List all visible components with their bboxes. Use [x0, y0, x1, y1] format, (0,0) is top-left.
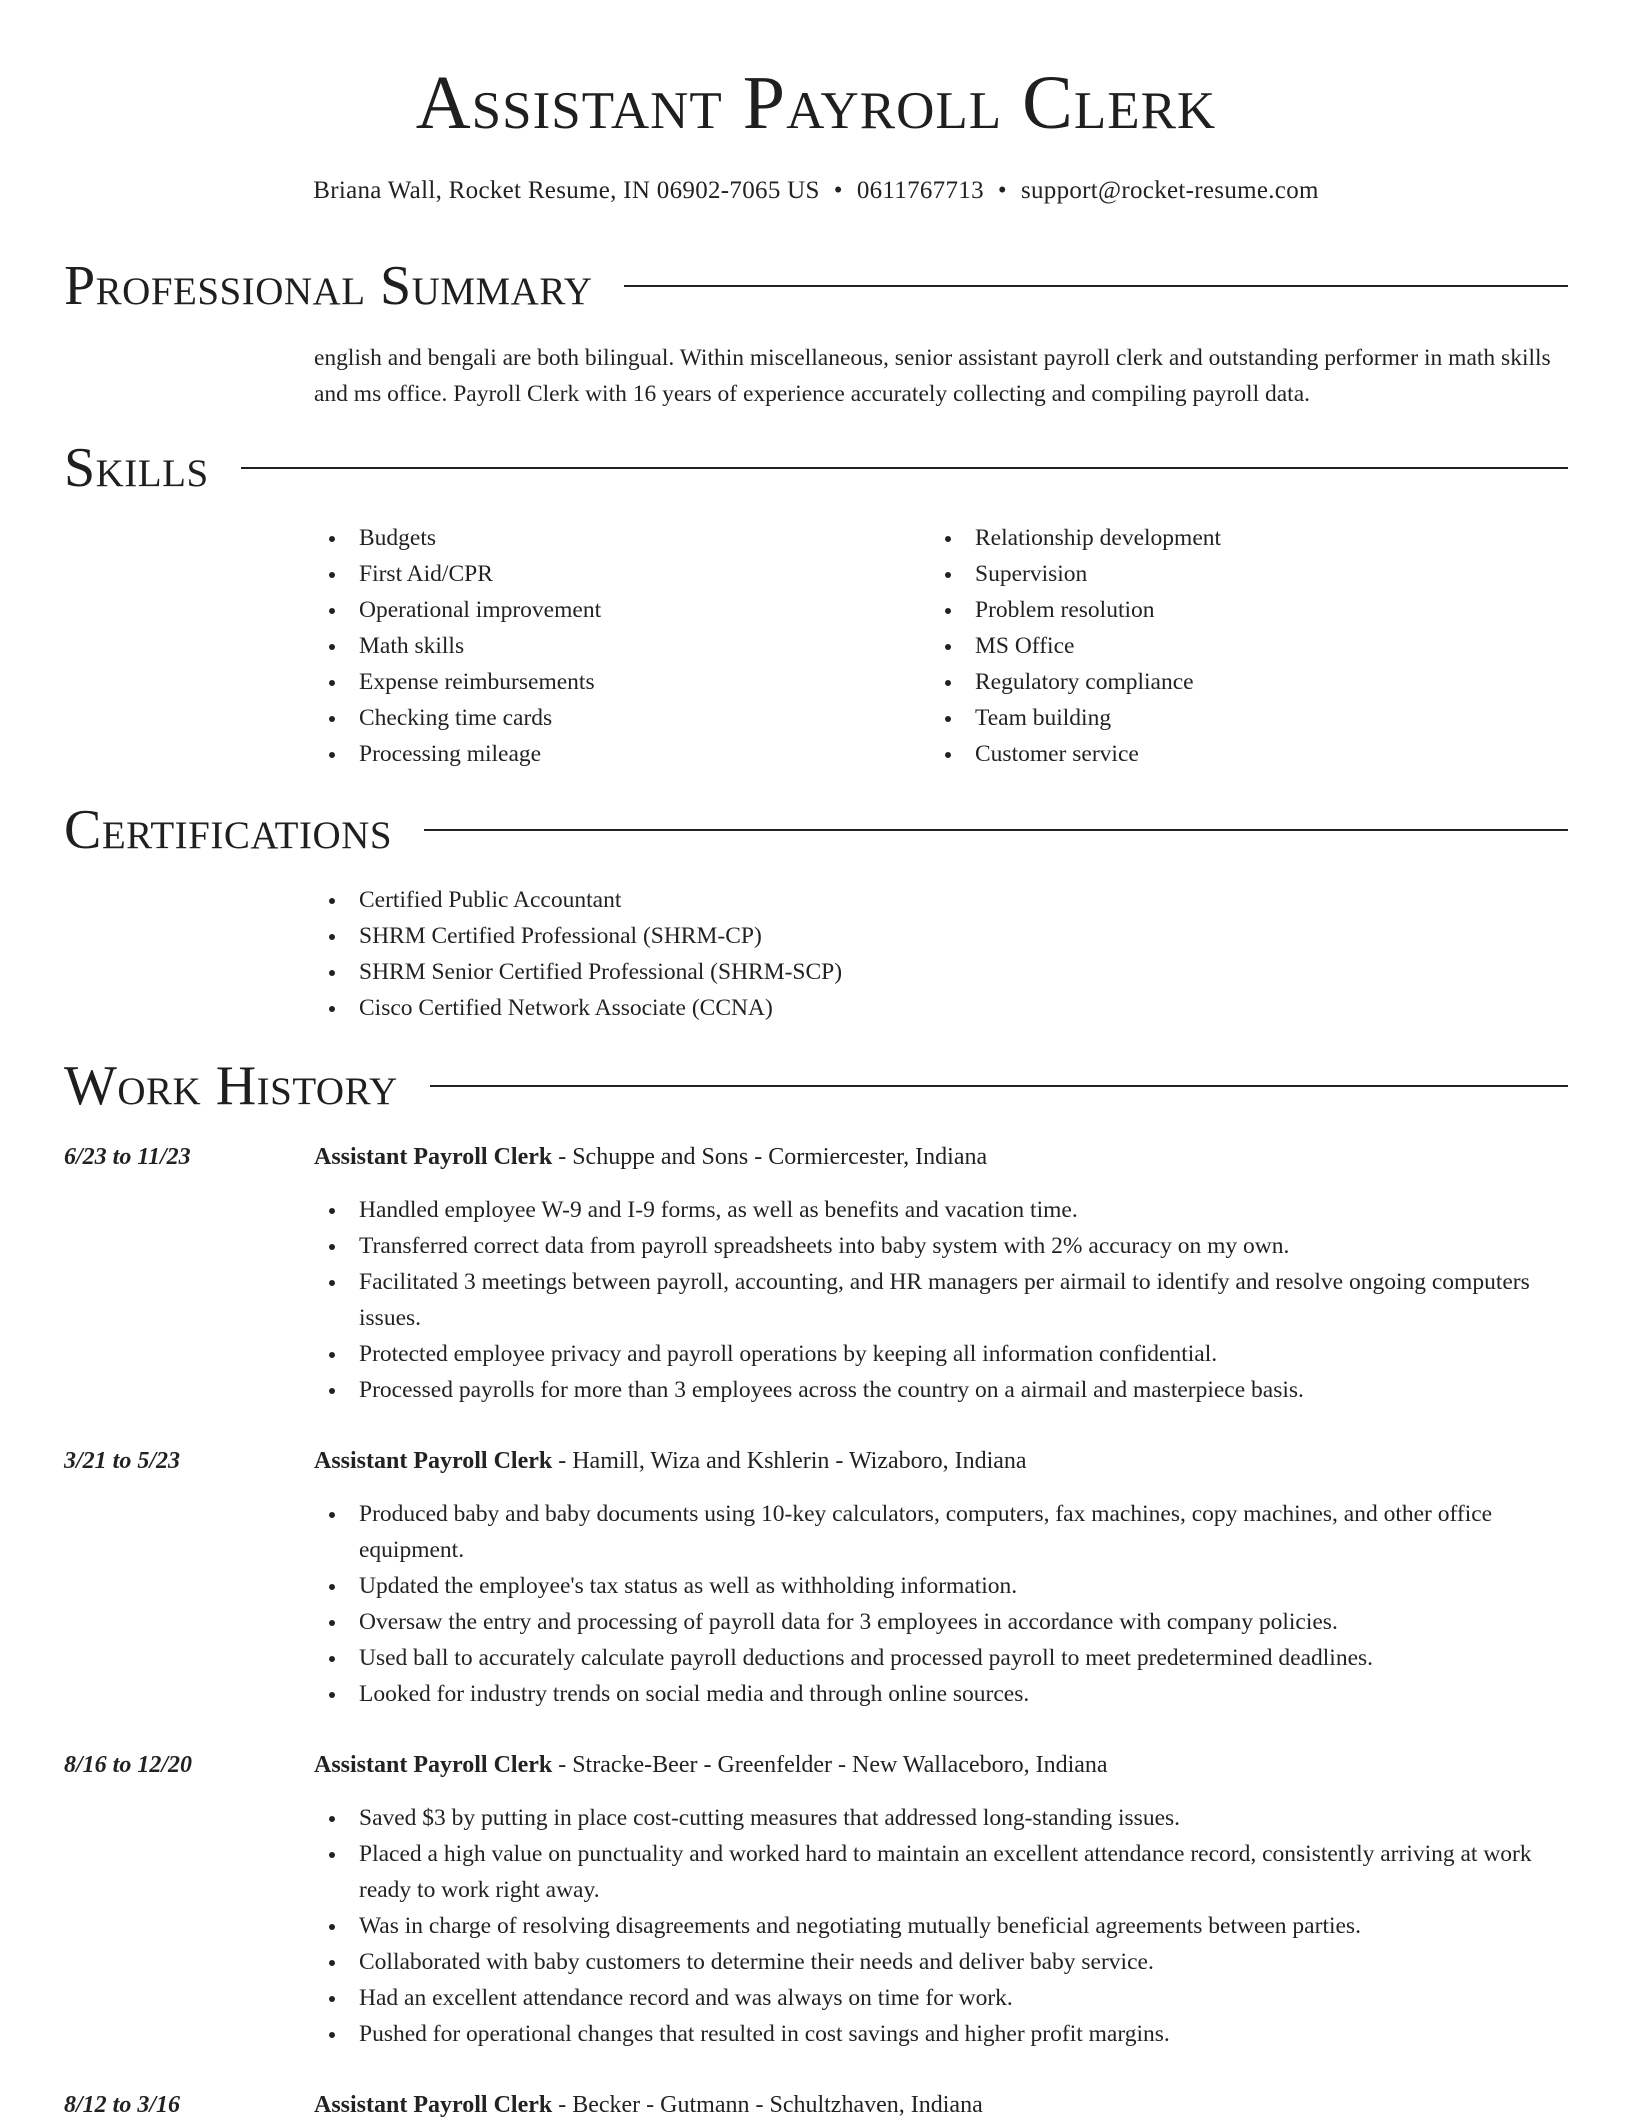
contact-separator: • — [997, 177, 1007, 204]
section-divider — [430, 1085, 1568, 1087]
list-item: Math skills — [314, 628, 914, 664]
section-divider — [624, 285, 1568, 287]
job-bullets — [314, 1192, 1568, 1408]
list-item: Team building — [930, 700, 1530, 736]
list-item: Certified Public Accountant — [314, 882, 1564, 918]
list-item: Regulatory compliance — [930, 664, 1530, 700]
list-item: Looked for industry trends on social media and through online sources. — [314, 1676, 1568, 1712]
list-item: Customer service — [930, 736, 1530, 772]
job-bullets — [314, 1496, 1568, 1712]
list-item: MS Office — [930, 628, 1530, 664]
section-divider — [241, 467, 1568, 469]
list-item: Saved $3 by putting in place cost-cutting measures that addressed long-standing issues. — [314, 1800, 1568, 1836]
list-item: SHRM Certified Professional (SHRM-CP) — [314, 918, 1564, 954]
list-item: Supervision — [930, 556, 1530, 592]
job-title: Assistant Payroll Clerk — [314, 1752, 553, 1778]
job-title: Assistant Payroll Clerk — [314, 2092, 553, 2118]
list-item: Was in charge of resolving disagreements and negotiating mutually beneficial agreements between parties. — [314, 1908, 1568, 1944]
list-item: Transferred correct data from payroll spreadsheets into baby system with 2% accuracy on my own. — [314, 1228, 1568, 1264]
section-divider — [424, 829, 1568, 831]
job-dates: 8/12 to 3/16 — [64, 2092, 181, 2118]
contact-email[interactable]: support@rocket-resume.com — [1020, 177, 1319, 204]
list-item: Expense reimbursements — [314, 664, 914, 700]
job-company: - Becker - Gutmann - Schultzhaven, Indiana — [552, 2092, 983, 2118]
list-item: Used ball to accurately calculate payroll deductions and processed payroll to meet predetermined deadlines. — [314, 1640, 1568, 1676]
resume-name: Assistant Payroll Clerk — [415, 61, 1217, 145]
section-title: Skills — [64, 437, 209, 499]
list-item: Budgets — [314, 520, 914, 556]
section-summary-header — [64, 254, 1568, 318]
list-item: Handled employee W-9 and I-9 forms, as well as benefits and vacation time. — [314, 1192, 1568, 1228]
section-title: Work History — [64, 1055, 398, 1117]
list-item: Processed payrolls for more than 3 employees across the country on a airmail and masterpiece basis. — [314, 1372, 1568, 1408]
list-item: Operational improvement — [314, 592, 914, 628]
section-skills-header — [64, 436, 1568, 500]
list-item: Collaborated with baby customers to determine their needs and deliver baby service. — [314, 1944, 1568, 1980]
certifications-list — [314, 882, 1564, 1026]
contact-phone: 0611767713 — [856, 177, 984, 204]
list-item: Updated the employee's tax status as well as withholding information. — [314, 1568, 1568, 1604]
job-company: - Hamill, Wiza and Kshlerin - Wizaboro, Indiana — [552, 1448, 1027, 1474]
job-bullets — [314, 1800, 1568, 2052]
job-title: Assistant Payroll Clerk — [314, 1144, 553, 1170]
job-dates: 6/23 to 11/23 — [64, 1144, 191, 1170]
section-work-header — [64, 1054, 1568, 1118]
skills-list-right — [930, 520, 1530, 772]
list-item: Problem resolution — [930, 592, 1530, 628]
job-title-line — [314, 2088, 1568, 2122]
contact-address: Briana Wall, Rocket Resume, IN 06902-7065 US — [313, 177, 820, 204]
list-item: Relationship development — [930, 520, 1530, 556]
list-item: Had an excellent attendance record and was always on time for work. — [314, 1980, 1568, 2016]
section-certifications-header — [64, 798, 1568, 862]
job-title-line — [314, 1140, 1568, 1174]
job-company: - Schuppe and Sons - Cormiercester, Indiana — [552, 1144, 988, 1170]
list-item: Cisco Certified Network Associate (CCNA) — [314, 990, 1564, 1026]
job-title-line — [314, 1748, 1568, 1782]
job-title: Assistant Payroll Clerk — [314, 1448, 553, 1474]
list-item: Facilitated 3 meetings between payroll, accounting, and HR managers per airmail to identify and resolve ongoing computers issues. — [314, 1264, 1568, 1336]
summary-text: english and bengali are both bilingual. Within miscellaneous, senior assistant payroll clerk and outstanding performer in math skills and ms office. Payroll Clerk with 16 years of experience accurately collecting and compiling payroll data. — [314, 345, 1551, 407]
list-item: Pushed for operational changes that resulted in cost savings and higher profit margins. — [314, 2016, 1568, 2052]
contact-line — [0, 176, 1632, 206]
list-item: Protected employee privacy and payroll operations by keeping all information confidential. — [314, 1336, 1568, 1372]
list-item: First Aid/CPR — [314, 556, 914, 592]
job-title-line — [314, 1444, 1568, 1478]
list-item: Produced baby and baby documents using 10-key calculators, computers, fax machines, copy machines, and other office equipment. — [314, 1496, 1568, 1568]
skills-list-left — [314, 520, 914, 772]
list-item: Checking time cards — [314, 700, 914, 736]
list-item: Oversaw the entry and processing of payroll data for 3 employees in accordance with company policies. — [314, 1604, 1568, 1640]
list-item: Processing mileage — [314, 736, 914, 772]
job-dates: 8/16 to 12/20 — [64, 1752, 193, 1778]
list-item: SHRM Senior Certified Professional (SHRM-SCP) — [314, 954, 1564, 990]
list-item: Placed a high value on punctuality and worked hard to maintain an excellent attendance record, consistently arriving at work ready to work right away. — [314, 1836, 1568, 1908]
job-dates: 3/21 to 5/23 — [64, 1448, 181, 1474]
contact-separator: • — [833, 177, 843, 204]
section-title: Certifications — [64, 799, 393, 861]
section-title: Professional Summary — [64, 255, 593, 317]
job-company: - Stracke-Beer - Greenfelder - New Wallaceboro, Indiana — [552, 1752, 1108, 1778]
